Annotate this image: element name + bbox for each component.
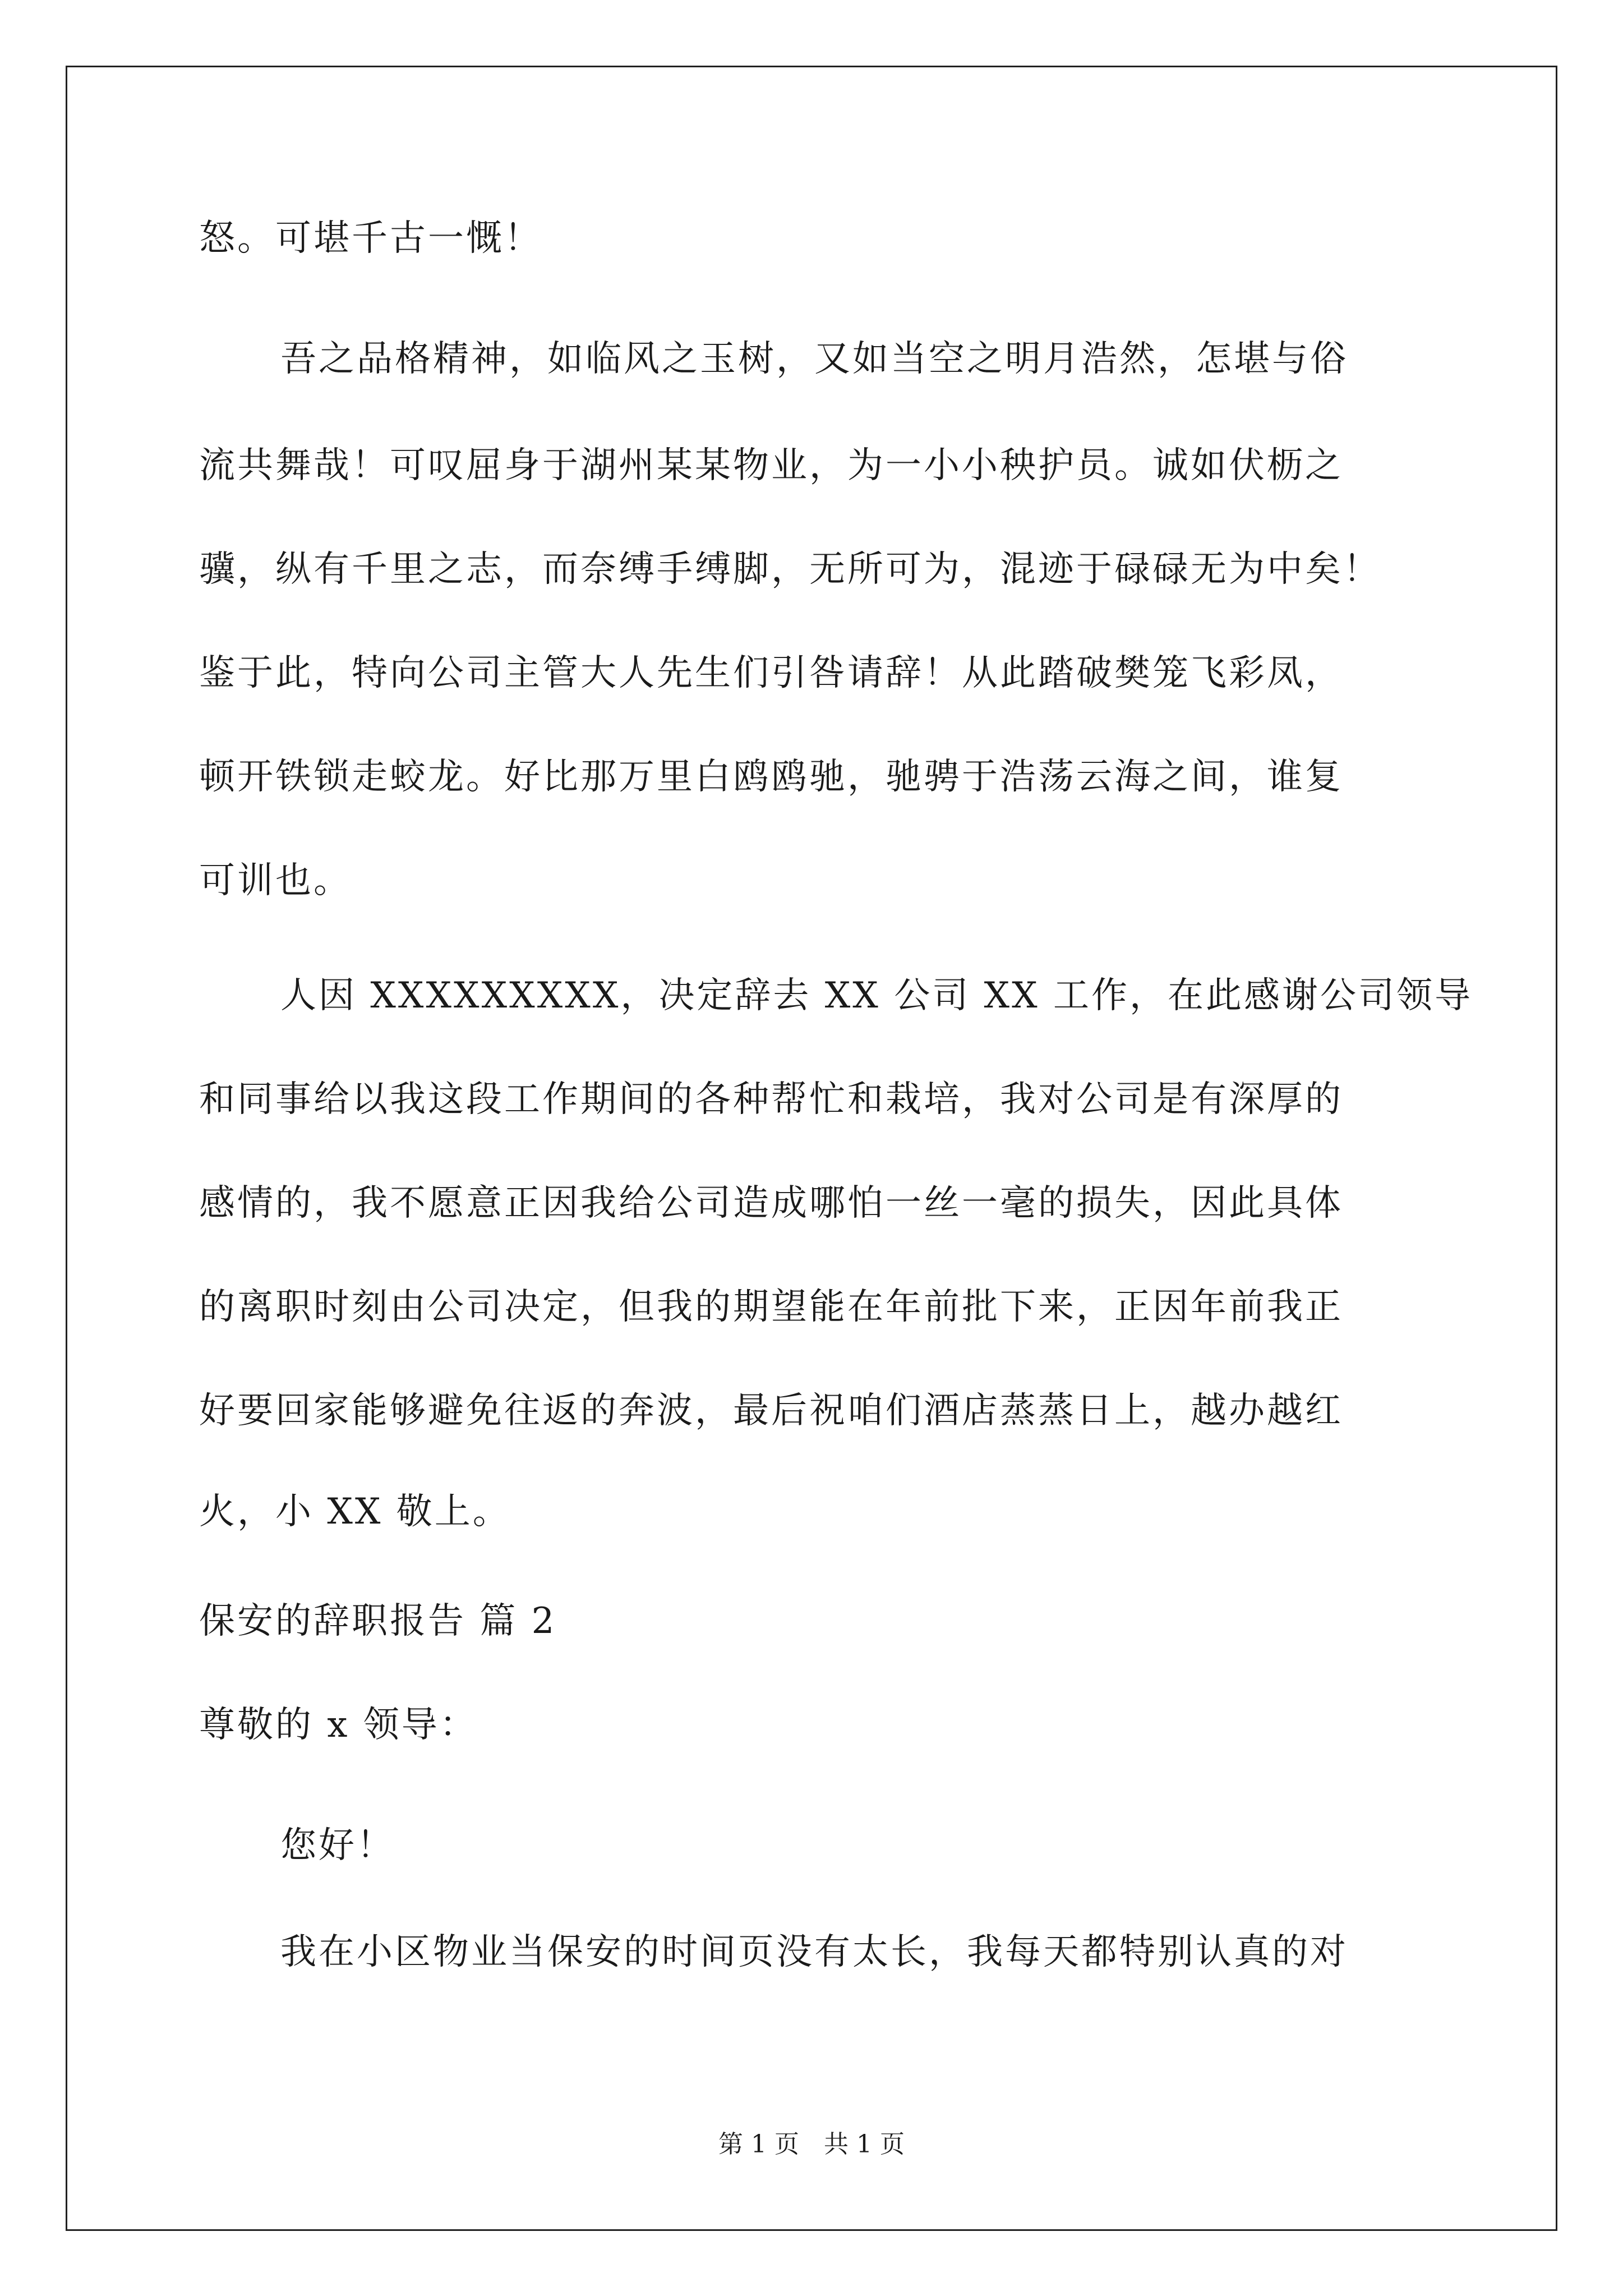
text-line: 可训也。 — [199, 860, 352, 901]
text-line: 我在小区物业当保安的时间页没有太长，我每天都特别认真的对 — [280, 1931, 1348, 1973]
text-line: 流共舞哉！可叹屈身于湖州某某物业，为一小小秧护员。诚如伏枥之 — [199, 445, 1343, 486]
text-line: 吾之品格精神，如临风之玉树，又如当空之明月浩然，怎堪与俗 — [280, 338, 1348, 380]
text-line: 骥，纵有千里之志，而奈缚手缚脚，无所可为，混迹于碌碌无为中矣！ — [199, 549, 1381, 590]
text-line: 的离职时刻由公司决定，但我的期望能在年前批下来，正因年前我正 — [199, 1286, 1343, 1328]
text-line: 火，小 XX 敬上。 — [199, 1491, 511, 1533]
section-heading: 保安的辞职报告 篇 2 — [199, 1600, 557, 1642]
text-line: 人因 XXXXXXXXX，决定辞去 XX 公司 XX 工作，在此感谢公司领导 — [280, 975, 1473, 1016]
salutation: 尊敬的 x 领导： — [199, 1704, 478, 1746]
text-line: 顿开铁锁走蛟龙。好比那万里白鸥鸥驰，驰骋于浩荡云海之间，谁复 — [199, 756, 1343, 798]
text-line: 感情的，我不愿意正因我给公司造成哪怕一丝一毫的损失，因此具体 — [199, 1182, 1343, 1224]
greeting: 您好！ — [280, 1825, 395, 1866]
page-border — [66, 66, 1557, 2231]
text-line: 和同事给以我这段工作期间的各种帮忙和栽培，我对公司是有深厚的 — [199, 1079, 1343, 1120]
text-line: 怒。可堪千古一慨！ — [199, 218, 542, 259]
text-line: 好要回家能够避免往返的奔波，最后祝咱们酒店蒸蒸日上，越办越红 — [199, 1390, 1343, 1432]
page-number-footer: 第 1 页 共 1 页 — [718, 2130, 905, 2159]
text-line: 鉴于此，特向公司主管大人先生们引咎请辞！从此踏破樊笼飞彩凤， — [199, 652, 1343, 694]
